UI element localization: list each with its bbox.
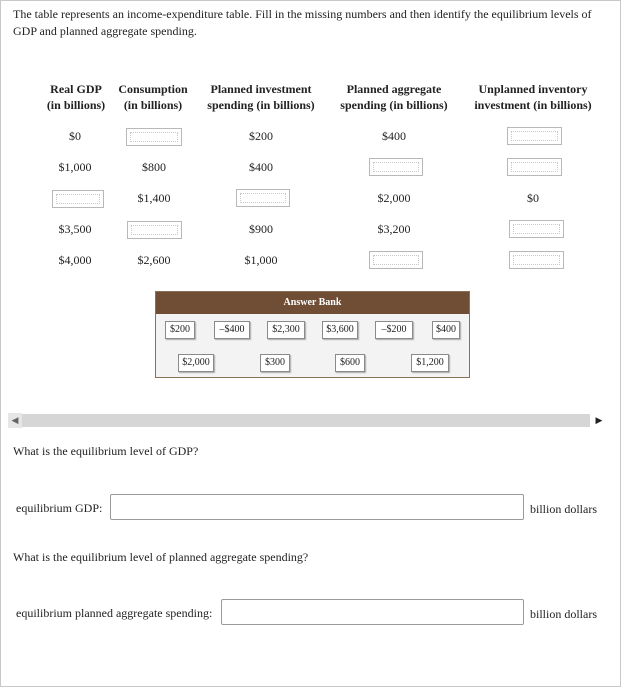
cell-consumption: $800	[142, 160, 166, 174]
horizontal-scrollbar[interactable]	[8, 413, 606, 428]
header-real-gdp: Real GDP (in billions)	[46, 82, 106, 112]
intro-text: The table represents an income-expenditure table. Fill in the missing numbers and then identify the equilibrium levels of GDP and planned aggregate spending.	[13, 7, 592, 38]
drop-target-consumption[interactable]	[126, 128, 182, 146]
equilibrium-gdp-label: equilibrium GDP:	[16, 501, 103, 515]
drop-target-consumption[interactable]	[127, 221, 182, 239]
drop-target-unplanned-inventory[interactable]	[507, 127, 562, 145]
drop-target-gdp[interactable]	[52, 190, 104, 208]
cell-gdp: $4,000	[58, 253, 92, 267]
cell-gdp: $0	[69, 129, 81, 143]
answer-chip[interactable]: –$400	[214, 321, 250, 339]
cell-planned-investment: $1,000	[244, 253, 278, 267]
answer-bank	[155, 291, 470, 378]
equilibrium-gdp-unit: billion dollars	[530, 502, 597, 516]
drop-target-planned-aggregate[interactable]	[369, 158, 423, 176]
drop-target-unplanned-inventory[interactable]	[509, 220, 564, 238]
answer-bank-title: Answer Bank	[156, 292, 469, 314]
equilibrium-spending-input[interactable]	[221, 599, 524, 625]
header-planned-aggregate: Planned aggregate spending (in billions)	[340, 82, 448, 112]
cell-planned-investment: $400	[249, 160, 273, 174]
answer-chip[interactable]: $200	[165, 321, 195, 339]
header-planned-investment: Planned investment spending (in billions)	[207, 82, 315, 112]
equilibrium-spending-label: equilibrium planned aggregate spending:	[16, 606, 213, 620]
drop-target-unplanned-inventory[interactable]	[507, 158, 562, 176]
drop-target-planned-aggregate[interactable]	[369, 251, 423, 269]
scroll-left-arrow-icon[interactable]: ◀	[8, 413, 22, 428]
scrollbar-thumb[interactable]	[22, 414, 590, 427]
cell-planned-aggregate: $3,200	[377, 222, 411, 236]
equilibrium-gdp-input[interactable]	[110, 494, 524, 520]
answer-chip[interactable]: $2,300	[267, 321, 305, 339]
cell-planned-investment: $900	[249, 222, 273, 236]
answer-chip[interactable]: $400	[432, 321, 460, 339]
answer-chip[interactable]: $3,600	[322, 321, 358, 339]
answer-chip[interactable]: $1,200	[411, 354, 449, 372]
cell-planned-investment: $200	[249, 129, 273, 143]
drop-target-unplanned-inventory[interactable]	[509, 251, 564, 269]
scroll-right-arrow-icon[interactable]: ▶	[595, 415, 603, 425]
cell-gdp: $1,000	[58, 160, 92, 174]
drop-target-planned-investment[interactable]	[236, 189, 290, 207]
answer-chip[interactable]: $600	[335, 354, 365, 372]
header-unplanned-inventory: Unplanned inventory investment (in billions)	[474, 82, 592, 112]
header-consumption: Consumption (in billions)	[118, 82, 188, 112]
question-equilibrium-spending: What is the equilibrium level of planned aggregate spending?	[13, 550, 309, 564]
cell-unplanned-inventory: $0	[527, 191, 539, 205]
cell-gdp: $3,500	[58, 222, 92, 236]
answer-chip[interactable]: –$200	[375, 321, 413, 339]
equilibrium-spending-unit: billion dollars	[530, 607, 597, 621]
cell-consumption: $1,400	[137, 191, 171, 205]
cell-planned-aggregate: $2,000	[377, 191, 411, 205]
cell-planned-aggregate: $400	[382, 129, 406, 143]
cell-consumption: $2,600	[137, 253, 171, 267]
answer-chip[interactable]: $300	[260, 354, 290, 372]
question-equilibrium-gdp: What is the equilibrium level of GDP?	[13, 444, 199, 458]
answer-chip[interactable]: $2,000	[178, 354, 214, 372]
